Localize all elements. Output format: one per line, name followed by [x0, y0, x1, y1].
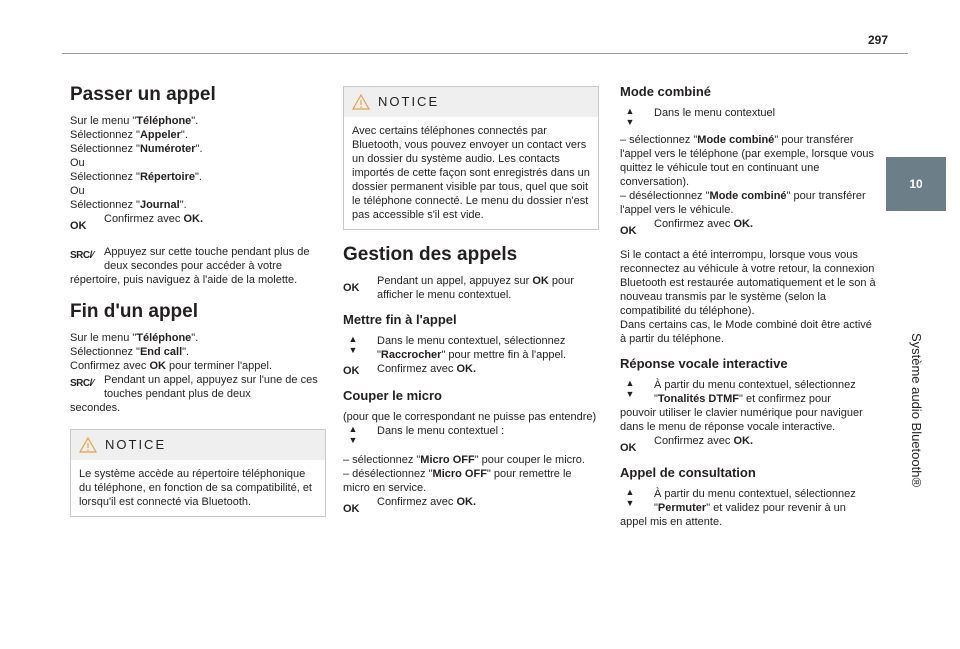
ok-button-icon: OK: [343, 282, 360, 294]
column-3: [620, 84, 876, 529]
text-line: (pour que le correspondant ne puisse pas entendre): [343, 411, 597, 423]
ok-step: OK Confirmez avec OK.: [70, 213, 204, 232]
up-down-arrows-icon: ▲ ▼: [348, 424, 358, 445]
heading-fin-appel: Fin d'un appel: [70, 301, 199, 322]
text-line: Sélectionnez "Répertoire".: [70, 171, 202, 183]
arrows-step: ▲ ▼ Dans le menu contextuel, sélectionnez "Raccrocher" pour mettre fin à l'appel.: [343, 334, 599, 362]
ok-step: OK Confirmez avec OK.: [620, 218, 754, 237]
page-number: 297: [867, 33, 889, 47]
text-line: – sélectionnez "Mode combiné" pour transférer l'appel vers le téléphone (par exemple, lorsque vous quittez le véhicule tout en continuant une conversation).: [620, 134, 875, 188]
ok-button-icon: OK: [70, 220, 87, 232]
ok-button-icon: OK: [343, 503, 360, 515]
column-2: [343, 86, 599, 516]
heading-passer-un-appel: Passer un appel: [70, 84, 216, 105]
text-paragraph: Dans certains cas, le Mode combiné doit être activé à partir du téléphone.: [620, 319, 872, 345]
text-line: – sélectionnez "Micro OFF" pour couper le micro.: [343, 454, 585, 466]
notice-title: NOTICE: [105, 437, 167, 452]
text-paragraph: pouvoir utiliser le clavier numérique pour naviguer dans le menu de réponse vocale interactive.: [620, 407, 863, 433]
notice-text: Avec certains téléphones connectés par Bluetooth, vous pouvez envoyer un contact vers un dossier du système audio. Les contacts importés de cette façon sont enregistrés dans un dossier permanent visible par tous, quel que soit le téléphone connecté. Le menu du dossier n'est pas accessible s'il est vide.: [352, 125, 590, 221]
text-line: répertoire, puis naviguez à l'aide de la molette.: [70, 274, 298, 286]
ok-step: OK Confirmez avec OK.: [620, 435, 754, 454]
src-button-icon: SRC/⁄: [70, 250, 94, 261]
heading-couper-micro: Couper le micro: [343, 388, 442, 403]
column-1: [70, 84, 326, 517]
text-paragraph: Si le contact a été interrompu, lorsque vous vous reconnectez au véhicule à votre retour, la connexion Bluetooth est restaurée automatiquement et le son à nouveau transmis par le système (selon la compatibilité du téléphone).: [620, 249, 876, 317]
text-paragraph: appel mis en attente.: [620, 516, 723, 528]
src-step: SRC/⁄ Pendant un appel, appuyez sur l'une de ces touches pendant plus de deux: [70, 374, 318, 400]
text-line: Sur le menu "Téléphone".: [70, 332, 199, 344]
chapter-tab[interactable]: 10: [886, 157, 946, 211]
heading-reponse-vocale: Réponse vocale interactive: [620, 356, 788, 371]
text-line: Sélectionnez "Journal".: [70, 199, 187, 211]
ok-button-icon: OK: [620, 225, 637, 237]
ok-button-icon: OK: [343, 365, 360, 377]
text-line: Sélectionnez "Numéroter".: [70, 143, 203, 155]
text-line: Sélectionnez "Appeler".: [70, 129, 188, 141]
text-line: secondes.: [70, 402, 121, 414]
text-line: – désélectionnez "Mode combiné" pour transférer l'appel vers le véhicule.: [620, 190, 866, 216]
heading-mode-combine: Mode combiné: [620, 84, 712, 99]
text-line: – désélectionnez "Micro OFF" pour remettre le micro en service.: [343, 468, 572, 494]
src-button-icon: SRC/⁄: [70, 378, 94, 389]
text-line: Ou: [70, 157, 85, 169]
ok-step: OK Confirmez avec OK.: [343, 496, 477, 515]
notice-text: Le système accède au répertoire téléphonique du téléphone, en fonction de sa compatibilité, et lorsqu'il est connecté via Bluetooth.: [79, 468, 312, 508]
notice-title: NOTICE: [378, 94, 440, 109]
text-line: Sur le menu "Téléphone".: [70, 115, 199, 127]
ok-step: OK Pendant un appel, appuyez sur OK pour afficher le menu contextuel.: [343, 275, 574, 301]
text-line: Confirmez avec OK pour terminer l'appel.: [70, 360, 273, 372]
arrows-step: ▲ ▼ À partir du menu contextuel, sélectionnez "Tonalités DTMF" et confirmez pour: [620, 378, 876, 406]
notice-header: [71, 430, 325, 460]
heading-mettre-fin: Mettre fin à l'appel: [343, 312, 457, 327]
ok-step: OK Confirmez avec OK.: [343, 363, 477, 377]
warning-icon: [79, 437, 97, 453]
heading-gestion-appels: Gestion des appels: [343, 244, 518, 265]
notice-box: [343, 86, 599, 230]
arrows-step: ▲ ▼ Dans le menu contextuel :: [343, 424, 599, 447]
warning-icon: [352, 94, 370, 110]
arrows-step: ▲ ▼ Dans le menu contextuel: [620, 106, 876, 129]
up-down-arrows-icon: ▲ ▼: [625, 106, 635, 127]
notice-header: [344, 87, 598, 117]
up-down-arrows-icon: ▲ ▼: [625, 378, 635, 399]
up-down-arrows-icon: ▲ ▼: [625, 487, 635, 508]
chapter-title: Système audio Bluetooth®: [909, 332, 924, 488]
header-rule: [62, 53, 908, 54]
heading-appel-consultation: Appel de consultation: [620, 465, 756, 480]
text-line: Sélectionnez "End call".: [70, 346, 190, 358]
arrows-step: ▲ ▼ À partir du menu contextuel, sélectionnez "Permuter" et validez pour revenir à un: [620, 487, 876, 515]
ok-button-icon: OK: [620, 442, 637, 454]
src-step: SRC/⁄ Appuyez sur cette touche pendant plus de deux secondes pour accéder à votre: [70, 246, 310, 272]
notice-box: [70, 429, 326, 517]
text-line: Ou: [70, 185, 85, 197]
up-down-arrows-icon: ▲ ▼: [348, 334, 358, 355]
